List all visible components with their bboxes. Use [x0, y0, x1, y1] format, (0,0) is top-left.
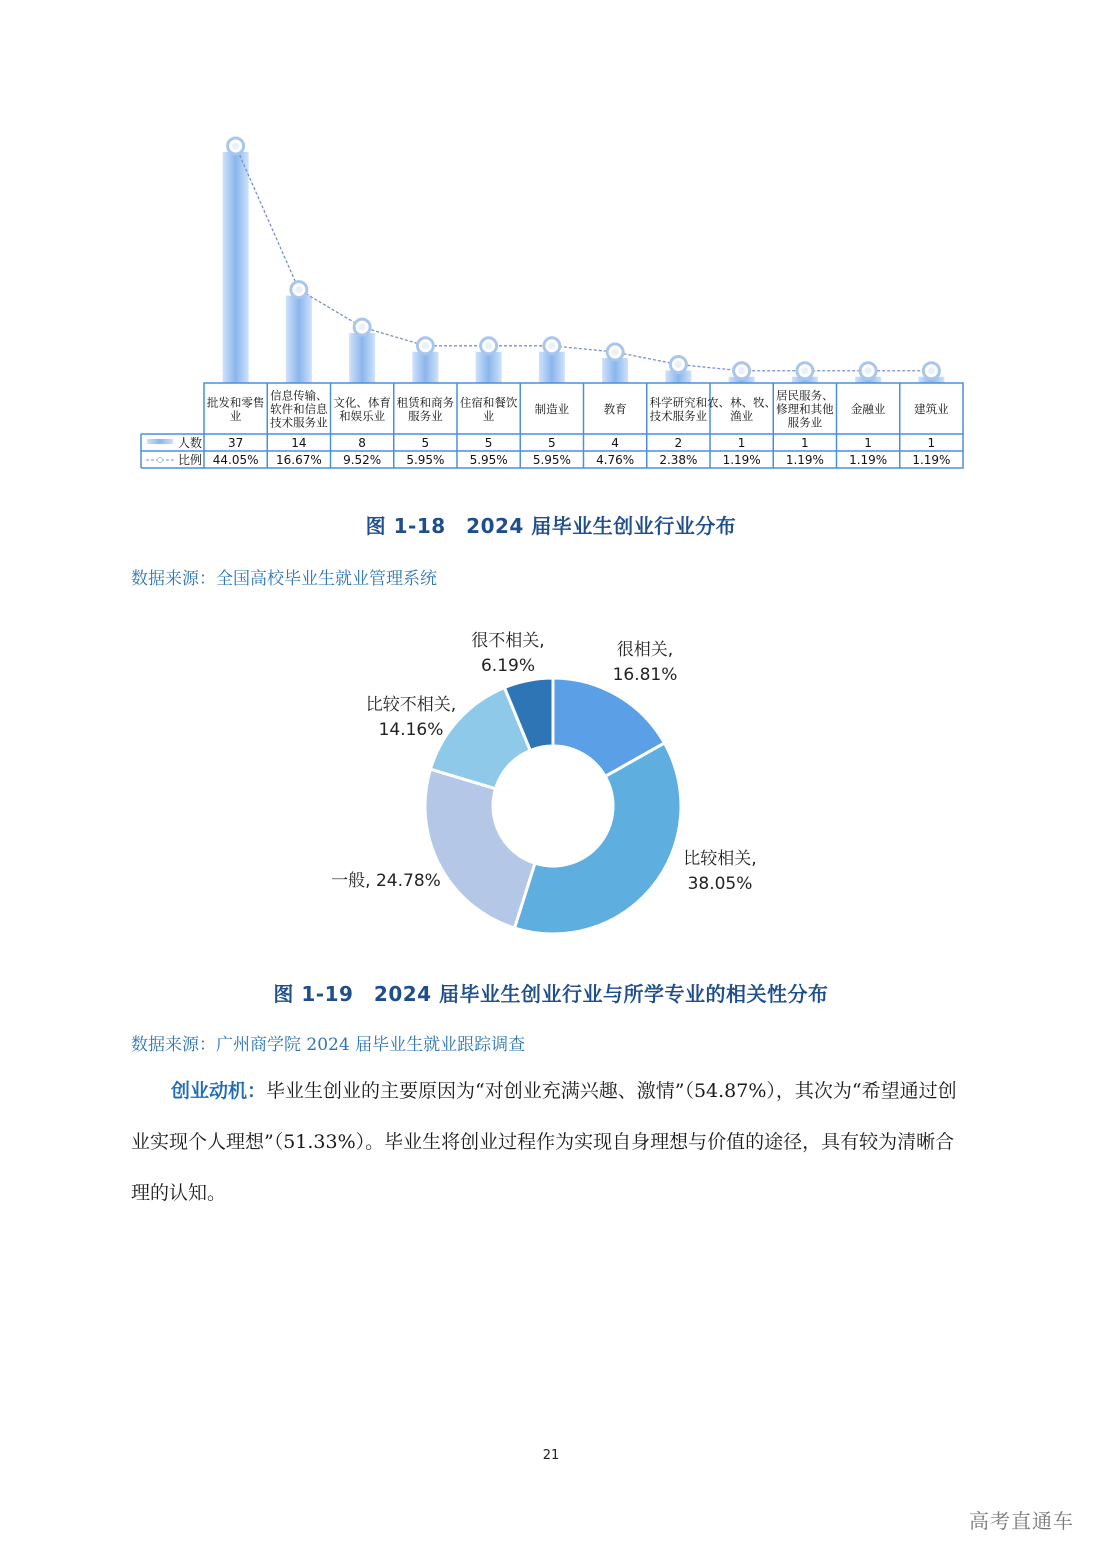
entrepreneurship-motivation-paragraph [131, 1066, 973, 1219]
watermark: 高考直通车 [969, 1509, 1074, 1533]
page-number: 21 [542, 1448, 560, 1463]
category-label-0: 批发和零售业 [206, 395, 265, 423]
ratio-value-7: 2.38% [659, 453, 698, 467]
category-label-4: 住宿和餐饮业 [459, 395, 518, 423]
figure-1-19-caption: 图 1-19 2024 届毕业生创业行业与所学专业的相关性分布 [273, 982, 829, 1006]
count-value-7: 2 [674, 436, 683, 450]
donut-label-2: 一般, 24.78% [331, 871, 441, 891]
donut-label-4: 很不相关, [471, 631, 545, 651]
count-value-5: 5 [548, 436, 556, 450]
donut-label-3: 比较不相关, [365, 695, 457, 715]
ratio-value-10: 1.19% [849, 453, 888, 467]
legend-label-ratio: 比例 [177, 453, 202, 467]
donut-value-3: 14.16% [378, 720, 444, 740]
paragraph-body: 毕业生创业的主要原因为“对创业充满兴趣、激情”（54.87%），其次为“希望通过创业实现个人理想”（51.33%）。毕业生将创业过程作为实现自身理想与价值的途径，具有较为清晰合理的认知。 [131, 1080, 957, 1204]
count-value-11: 1 [927, 436, 936, 450]
count-value-4: 5 [484, 436, 493, 450]
ratio-value-4: 5.95% [469, 453, 508, 467]
figure-1-18-source: 数据来源：全国高校毕业生就业管理系统 [131, 569, 437, 589]
legend-label-count: 人数 [177, 436, 202, 450]
ratio-value-8: 1.19% [722, 453, 761, 467]
count-value-0: 37 [227, 436, 244, 450]
ratio-value-11: 1.19% [912, 453, 951, 467]
category-label-7: 科学研究和技术服务业 [649, 395, 708, 423]
ratio-value-9: 1.19% [785, 453, 824, 467]
category-label-10: 金融业 [850, 402, 886, 416]
count-value-1: 14 [291, 436, 307, 450]
figure-1-18-caption: 图 1-18 2024 届毕业生创业行业分布 [365, 514, 737, 538]
donut-label-0: 很相关, [616, 640, 674, 660]
donut-slice-1 [514, 743, 681, 934]
category-label-3: 租赁和商务服务业 [396, 395, 455, 423]
donut-slice-2 [425, 769, 535, 928]
ratio-value-6: 4.76% [596, 453, 635, 467]
donut-value-4: 6.19% [480, 656, 536, 676]
donut-label-1: 比较相关, [683, 849, 757, 869]
category-label-2: 文化、体育和娱乐业 [333, 395, 391, 423]
paragraph-lead: 创业动机： [171, 1080, 267, 1102]
category-label-8: 农、林、牧、渔业 [707, 395, 777, 423]
ratio-value-1: 16.67% [275, 453, 322, 467]
count-value-10: 1 [864, 436, 872, 450]
donut-value-1: 38.05% [687, 874, 753, 894]
count-value-9: 1 [801, 436, 809, 450]
figure-1-19-source: 数据来源：广州商学院 2024 届毕业生就业跟踪调查 [131, 1035, 526, 1055]
category-label-1: 信息传输、软件和信息技术服务业 [270, 388, 328, 430]
count-value-8: 1 [737, 436, 746, 450]
ratio-value-3: 5.95% [406, 453, 445, 467]
count-value-3: 5 [421, 436, 430, 450]
category-label-11: 建筑业 [914, 402, 949, 416]
category-label-6: 教育 [603, 402, 627, 416]
donut-value-0: 16.81% [612, 665, 678, 685]
ratio-value-5: 5.95% [532, 453, 571, 467]
ratio-value-0: 44.05% [212, 453, 259, 467]
category-label-9: 居民服务、修理和其他服务业 [776, 388, 834, 430]
count-value-2: 8 [358, 436, 366, 450]
ratio-value-2: 9.52% [343, 453, 382, 467]
count-value-6: 4 [611, 436, 619, 450]
category-label-5: 制造业 [534, 402, 570, 416]
